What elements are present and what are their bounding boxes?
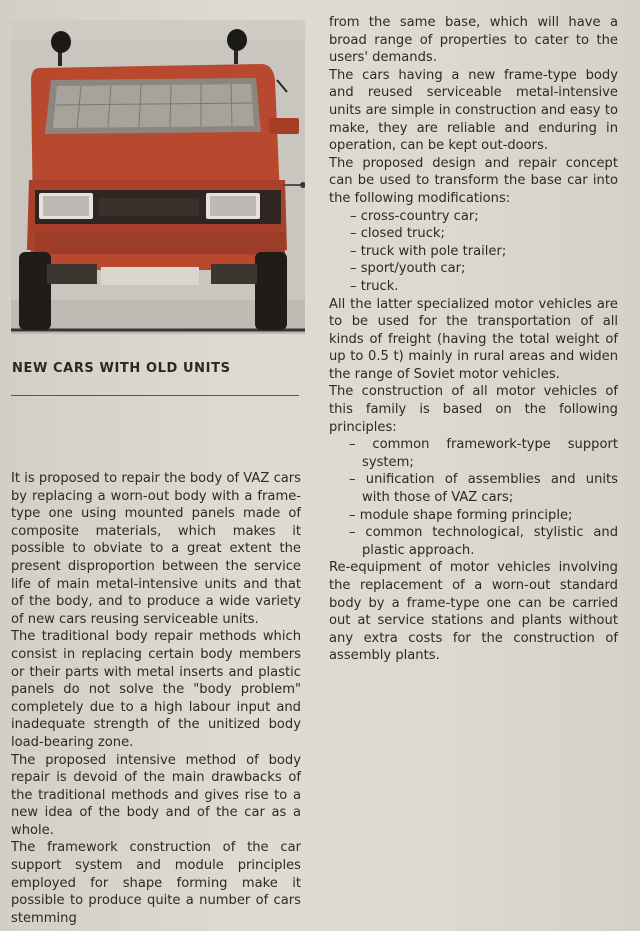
paragraph: The proposed design and repair concept can be used to transform the base car into the following modifications: [329, 155, 618, 206]
modification-item: – truck with pole trailer; [350, 243, 507, 259]
paragraph: The cars having a new frame-type body and reused serviceable metal-intensive units are simple in construction and easy to make, they are reliable and enduring in operation, can be kept out-doors. [329, 67, 618, 154]
principle-item: – unification of assemblies and units with those of VAZ cars; [349, 472, 618, 506]
left-text-column [11, 470, 301, 927]
paragraph: from the same base, which will have a broad range of properties to cater to the users' demands. [329, 15, 618, 66]
principle-item: – common framework-type support system; [349, 437, 618, 470]
paragraph: The proposed intensive method of body repair is devoid of the main drawbacks of the traditional methods and gives rise to a new idea of the body and of the car as a whole. [11, 752, 301, 838]
paragraph: All the latter specialized motor vehicles are to be used for the transportation of all kinds of freight (having the total weight of up to 0.5 t) mainly in rural areas and widen the range of Soviet motor vehicles. [329, 296, 618, 382]
principle-item: – common technological, stylistic and plastic approach. [349, 525, 618, 558]
principle-item: – module shape forming principle; [349, 507, 573, 523]
article-heading: NEW CARS WITH OLD UNITS [12, 361, 231, 376]
modification-item: – truck. [350, 278, 399, 294]
car-illustration [11, 20, 305, 334]
car-photo [11, 20, 305, 334]
paragraph: It is proposed to repair the body of VAZ cars by replacing a worn-out body with a frame-type one using mounted panels made of composite materials, which makes it possible to obviate to a great extent the present disproportion between the service life of main metal-intensive units and that of the body, and to produce a wide variety of new cars reusing serviceable units. [11, 471, 301, 627]
paragraph: The construction of all motor vehicles of this family is based on the following principles: [329, 384, 618, 435]
modification-item: – closed truck; [350, 226, 445, 242]
paragraph: Re-equipment of motor vehicles involving the replacement of a worn-out standard body by a frame-type one can be carried out at service stations and plants without any extra costs for the construction of assembly plants. [329, 560, 618, 664]
right-text-column [329, 14, 618, 665]
paragraph: The traditional body repair methods which consist in replacing certain body members or their parts with metal inserts and plastic panels do not solve the "body problem" completely due to a high labour input and inadequate strength of the unitized body load-bearing zone. [11, 629, 301, 750]
modification-item: – cross-country car; [350, 208, 479, 224]
paragraph: The framework construction of the car support system and module principles employed for shape forming make it possible to produce quite a number of cars stemming [11, 840, 301, 926]
modification-item: – sport/youth car; [350, 261, 466, 277]
heading-divider [11, 395, 299, 396]
